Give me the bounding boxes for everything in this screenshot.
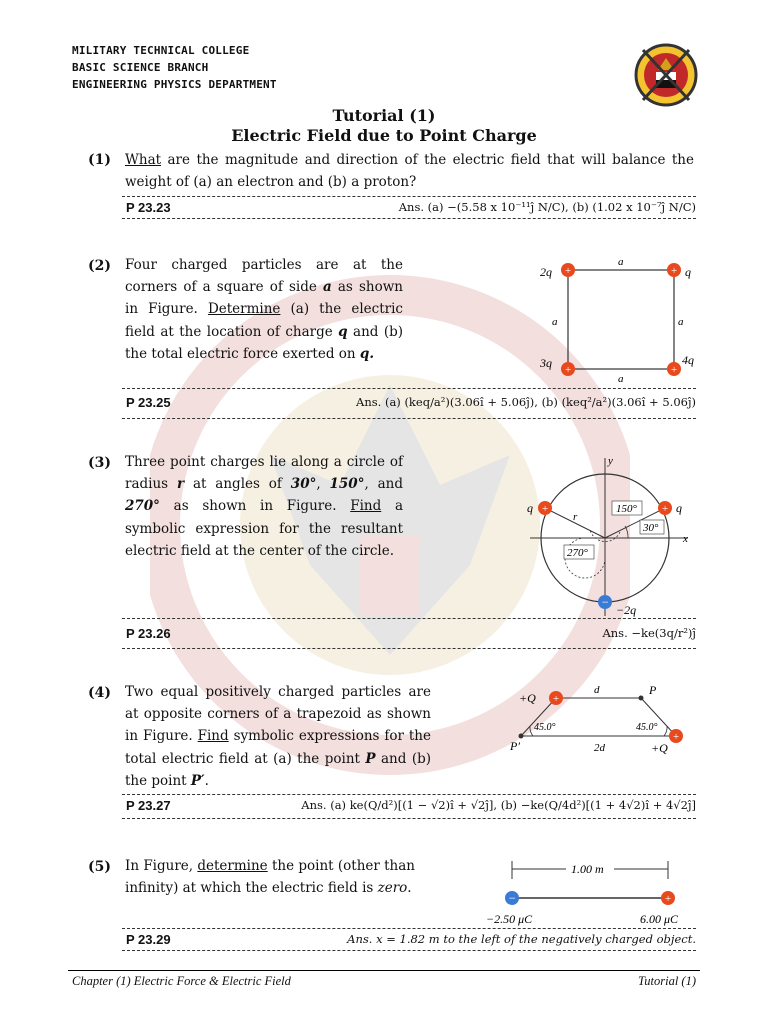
- charge-left-q: [538, 501, 552, 515]
- question-5-number: (5): [88, 859, 111, 875]
- label-p: P: [649, 683, 657, 697]
- label-top-d: d: [594, 684, 600, 696]
- question-2-text: [125, 254, 403, 365]
- question-2-number: (2): [88, 258, 111, 274]
- label-side-left: a: [552, 316, 558, 328]
- label-x-axis: x: [683, 533, 688, 545]
- q1-keyword: What: [125, 152, 162, 168]
- q2-answer: Ans. (a) (keq/a²)(3.06î + 5.06ĵ), (b) (keq²/a²)(3.06î + 5.06ĵ): [356, 395, 696, 409]
- label-bottom-2d: 2d: [594, 742, 605, 754]
- svg-text:+: +: [541, 503, 549, 515]
- label-side-right: a: [678, 316, 684, 328]
- q5-var-zero: zero: [377, 880, 408, 897]
- branch-name: BASIC SCIENCE BRANCH: [72, 61, 209, 74]
- footer-rule: [68, 970, 700, 971]
- q3-answer: Ans. −ke(3q/r²)ĵ: [602, 626, 696, 640]
- point-p-prime: [519, 734, 524, 739]
- label-pos-charge: 6.00 μC: [640, 912, 679, 926]
- label-3q: 3q: [540, 356, 552, 370]
- q2-text-c: (a) the electric field at the location of charge: [125, 301, 403, 340]
- svg-text:+: +: [564, 265, 572, 277]
- q3-text-c: as shown in Figure.: [159, 498, 351, 515]
- separator: [122, 950, 696, 951]
- separator: [122, 618, 696, 619]
- charge-right-q: [658, 501, 672, 515]
- separator: [122, 218, 696, 219]
- svg-text:−: −: [600, 595, 610, 609]
- separator: [122, 818, 696, 819]
- q4-text-b: symbolic expressions for the total electric field at (a) the point: [125, 728, 431, 767]
- label-q1: +Q: [519, 691, 536, 705]
- label-q: q: [685, 265, 691, 279]
- label-y-axis: y: [608, 455, 613, 467]
- charge-4q: [667, 362, 681, 376]
- q4-text-a: Two equal positively charged particles are at opposite corners of a trapezoid as shown in Figure.: [125, 684, 431, 745]
- q3-angle-150: 150°: [329, 476, 365, 493]
- tutorial-number: Tutorial (1): [332, 106, 436, 125]
- charge-3q: [561, 362, 575, 376]
- q2-text-a: Four charged particles are at the corners of a square of side: [125, 257, 403, 296]
- svg-text:−: −: [507, 891, 517, 905]
- q3-text-a: Three point charges lie along a circle of radius: [125, 454, 403, 493]
- label-pp: P′: [510, 739, 520, 753]
- question-1-text: [125, 149, 694, 193]
- svg-text:+: +: [664, 893, 672, 905]
- q3-text-b: at angles of: [184, 476, 291, 493]
- college-name: MILITARY TECHNICAL COLLEGE: [72, 44, 250, 57]
- q5-figure-charges: [480, 855, 700, 930]
- q3-figure-circle: [510, 452, 710, 618]
- label-150: 150°: [616, 503, 637, 515]
- label-neg-charge: −2.50 μC: [486, 912, 533, 926]
- q2-var-q: q: [338, 323, 348, 340]
- q1-body: are the magnitude and direction of the electric field that will balance the weight of (a) an electron and (b) a proton?: [125, 152, 694, 191]
- label-left-q: q: [527, 501, 533, 515]
- q4-var-p: P: [365, 750, 376, 767]
- charge-bottom-2q: [598, 595, 612, 609]
- svg-text:+: +: [564, 364, 572, 376]
- footer-chapter: Chapter (1) Electric Force & Electric Field: [72, 974, 291, 988]
- question-3-number: (3): [88, 455, 111, 471]
- separator: [122, 648, 696, 649]
- svg-text:+: +: [670, 265, 678, 277]
- question-4-number: (4): [88, 685, 111, 701]
- q3-reference: P 23.26: [126, 626, 171, 641]
- label-4q: 4q: [682, 353, 694, 367]
- label-angle-1: 45.0°: [534, 722, 556, 733]
- q2-text-b: as shown in Figure.: [125, 279, 403, 318]
- point-p: [639, 696, 644, 701]
- q2-keyword: Determine: [207, 301, 281, 318]
- q4-answer: Ans. (a) ke(Q/d²)[(1 − √2)î + √2ĵ], (b) −ke(Q/4d²)[(1 + 4√2)î + 4√2ĵ]: [301, 798, 696, 812]
- charge-bottom-q: [669, 729, 683, 743]
- question-1-number: (1): [88, 152, 111, 168]
- q4-keyword: Find: [197, 728, 229, 745]
- charge-q: [667, 263, 681, 277]
- college-logo: [633, 42, 699, 108]
- q4-var-pp: P′: [190, 772, 205, 789]
- separator: [122, 196, 696, 197]
- q3-keyword: Find: [350, 498, 382, 515]
- charge-2q: [561, 263, 575, 277]
- separator: [122, 418, 696, 419]
- q5-text-b: the point (other than infinity) at which the electric field is: [125, 858, 415, 897]
- separator: [122, 794, 696, 795]
- q2-figure-square: [530, 250, 710, 386]
- svg-text:+: +: [661, 503, 669, 515]
- q3-text-d: a symbolic expression for the resultant electric field at the center of the circle.: [125, 498, 404, 559]
- q3-var-r: r: [176, 476, 185, 493]
- charge-positive: [661, 891, 675, 905]
- label-radius: r: [573, 511, 578, 523]
- q5-text-c: .: [407, 880, 412, 897]
- question-5-text: [125, 855, 433, 899]
- footer-tutorial: Tutorial (1): [638, 974, 696, 988]
- label-side-bottom: a: [618, 373, 624, 385]
- label-bottom-q: −2q: [616, 603, 637, 617]
- svg-text:+: +: [552, 693, 560, 705]
- q5-answer: Ans. x = 1.82 m to the left of the negatively charged object.: [347, 932, 696, 946]
- q1-answer: Ans. (a) −(5.58 x 10⁻¹¹ĵ N/C), (b) (1.02 x 10⁻⁷ĵ N/C): [398, 200, 696, 214]
- label-30: 30°: [643, 522, 659, 534]
- svg-text:+: +: [672, 731, 680, 743]
- label-q2: +Q: [651, 741, 668, 755]
- label-distance: 1.00 m: [571, 862, 604, 876]
- q4-text-d: .: [204, 772, 209, 789]
- q2-var-q2: q.: [359, 345, 375, 362]
- tutorial-title: Electric Field due to Point Charge: [231, 126, 537, 145]
- q2-text-d: and (b) the total electric force exerted on: [125, 323, 403, 362]
- q1-reference: P 23.23: [126, 200, 171, 215]
- label-angle-2: 45.0°: [636, 722, 658, 733]
- q4-figure-trapezoid: [486, 680, 716, 760]
- q4-reference: P 23.27: [126, 798, 171, 813]
- q3-angle-30: 30°: [290, 476, 317, 493]
- label-2q: 2q: [540, 265, 552, 279]
- q4-text-c: and (b) the point: [125, 750, 431, 789]
- q3-angle-270: 270°: [125, 498, 160, 515]
- q2-var-a: a: [322, 279, 332, 296]
- label-270: 270°: [567, 547, 588, 559]
- charge-top-q: [549, 691, 563, 705]
- separator: [122, 388, 696, 389]
- separator: [122, 928, 696, 929]
- label-side-top: a: [618, 256, 624, 268]
- question-4-text: [125, 681, 431, 792]
- question-3-text: Three point charges lie along a circle of radius r at angles of 30°, 150°, and 270° as shown in Figure. Find a symbolic expression for the resultant electric field at the center of the circle.: [125, 454, 404, 559]
- svg-text:+: +: [670, 364, 678, 376]
- department-name: ENGINEERING PHYSICS DEPARTMENT: [72, 78, 277, 91]
- q5-reference: P 23.29: [126, 932, 171, 947]
- q5-text-a: In Figure,: [125, 858, 198, 874]
- q5-keyword: determine: [197, 858, 268, 874]
- q2-reference: P 23.25: [126, 395, 171, 410]
- label-right-q: q: [676, 501, 682, 515]
- charge-negative: [505, 891, 519, 905]
